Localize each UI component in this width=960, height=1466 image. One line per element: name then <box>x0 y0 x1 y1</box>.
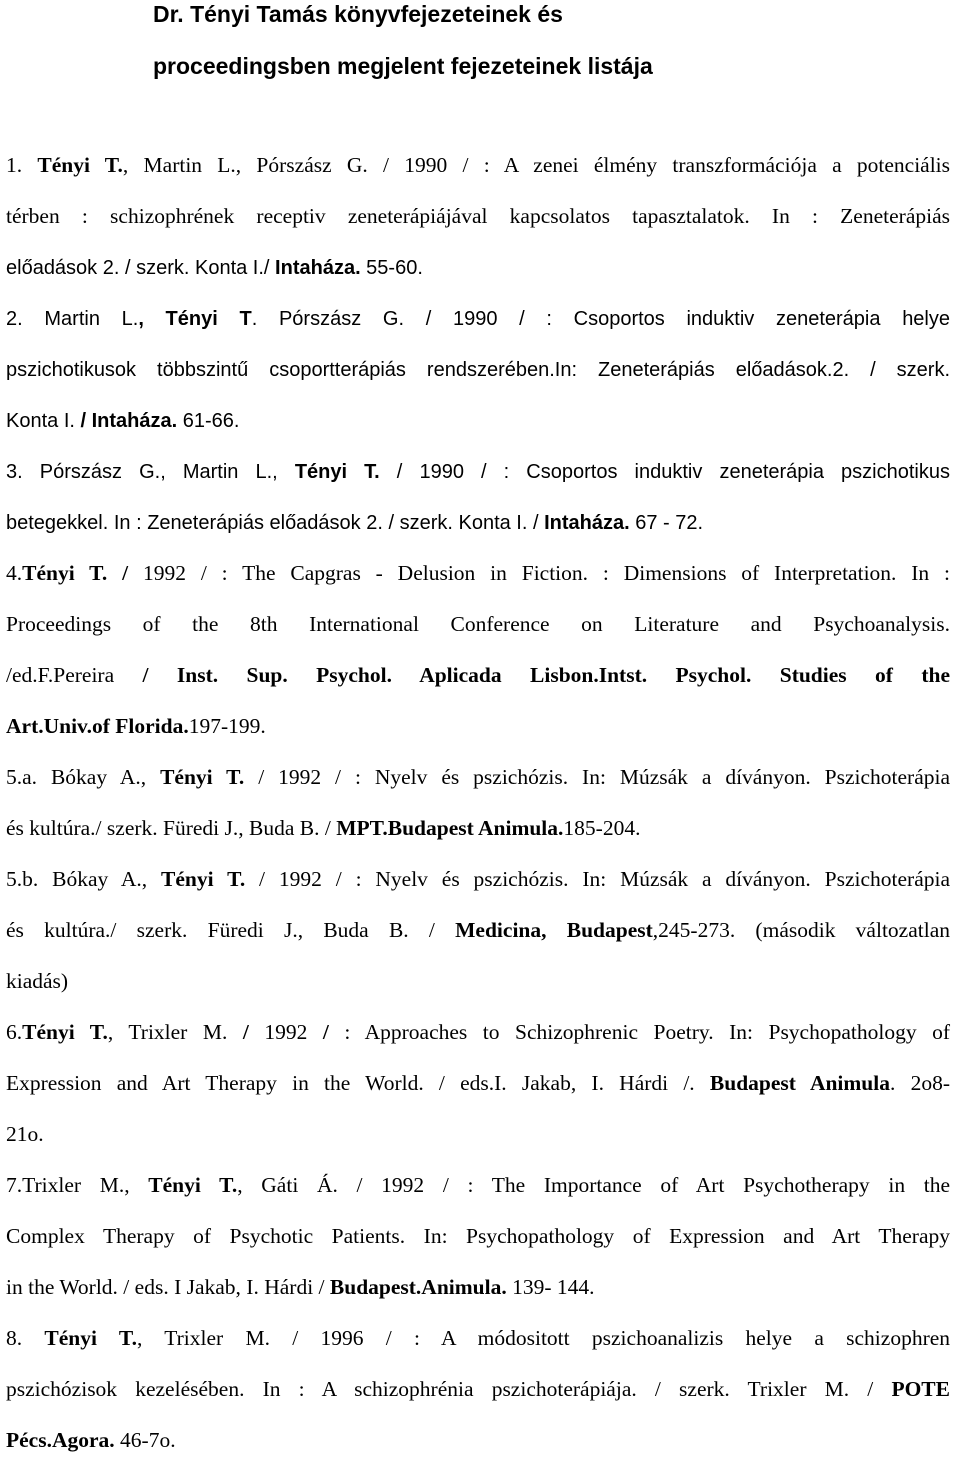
publication-entry <box>6 752 956 854</box>
entry-text: : Approaches to Schizophrenic Poetry. In: Psychopathology of <box>328 1020 950 1044</box>
bold-text: , Tényi T <box>138 308 252 330</box>
entry-text <box>107 561 122 585</box>
entry-line <box>6 191 950 242</box>
bold-text: Tényi T. <box>294 461 380 483</box>
entry-text: kiadás) <box>6 969 69 993</box>
bold-text: Art.Univ.of Florida. <box>6 714 189 738</box>
entry-line <box>6 293 950 344</box>
bold-text: Tényi T. <box>160 765 245 789</box>
bold-text: / <box>322 1020 329 1044</box>
bold-text: MPT.Budapest Animula. <box>336 816 564 840</box>
entry-line <box>6 752 950 803</box>
bold-text: Tényi T. <box>22 1020 108 1044</box>
entry-line <box>6 242 956 293</box>
entry-text: /ed.F.Pereira <box>6 663 143 687</box>
entry-text: 197-199. <box>188 714 266 738</box>
entry-text: / 1992 / : Nyelv és pszichózis. In: Múzsák a díványon. Pszichoterápia <box>244 765 951 789</box>
entry-text: betegekkel. In : Zeneterápiás előadások 2. / szerk. Konta I. / <box>6 512 545 534</box>
entry-text: 55-60. <box>360 257 423 279</box>
bold-text: / <box>242 1020 249 1044</box>
entry-text: előadások 2. / szerk. Konta I./ <box>6 257 276 279</box>
entry-text: 1. <box>6 153 38 177</box>
entry-text: / 1992 / : Nyelv és pszichózis. In: Múzsák a díványon. Pszichoterápia <box>245 867 951 891</box>
entry-text: , Trixler M. <box>107 1020 243 1044</box>
entry-text: térben : schizophrének receptiv zeneterápiájával kapcsolatos tapasztalatok. In : Zeneterápiás <box>6 204 950 228</box>
entry-text: 3. Pórszász G., Martin L., <box>6 461 295 483</box>
bold-text: / <box>122 561 129 585</box>
publication-entry <box>6 446 956 548</box>
publication-entry <box>6 1313 956 1466</box>
entry-text: 2. Martin L. <box>6 308 139 330</box>
bold-text: Tényi T. <box>37 153 123 177</box>
entry-text: ,245-273. (második változatlan <box>652 918 950 942</box>
bold-text: Tényi T. <box>161 867 246 891</box>
entry-text: , Martin L., Pórszász G. / 1990 / : A zenei élmény transzformációja a potenciális <box>122 153 951 177</box>
bold-text: Tényi T. <box>148 1173 238 1197</box>
publication-entry <box>6 140 956 293</box>
bold-text: Medicina, Budapest <box>455 918 653 942</box>
entry-line <box>6 1160 950 1211</box>
entry-line <box>6 497 956 548</box>
entry-line <box>6 1007 950 1058</box>
entry-text: 6. <box>6 1020 23 1044</box>
entry-line <box>6 1415 956 1466</box>
publication-entry <box>6 854 956 1007</box>
entry-text: 1992 / : The Capgras - Delusion in Fiction. : Dimensions of Interpretation. In : <box>128 561 951 585</box>
entry-line <box>6 905 950 956</box>
entry-text: 139- 144. <box>506 1275 595 1299</box>
entry-text: és kultúra./ szerk. Füredi J., Buda B. / <box>6 918 456 942</box>
bold-text: Intaháza. <box>275 257 361 279</box>
bold-text: / Inst. Sup. Psychol. Aplicada Lisbon.Intst. Psychol. Studies of the <box>142 663 950 687</box>
entry-text: 5.a. Bókay A., <box>6 765 161 789</box>
bold-text: Tényi T. <box>22 561 108 585</box>
bold-text: Tényi T. <box>44 1326 137 1350</box>
bold-text: POTE <box>891 1377 950 1401</box>
entry-text: 46-7o. <box>114 1428 176 1452</box>
entry-line <box>6 956 956 1007</box>
entry-line <box>6 1262 956 1313</box>
bold-text: Intaháza. <box>544 512 630 534</box>
entry-text: Proceedings of the 8th International Conference on Literature and Psychoanalysis. <box>6 612 950 636</box>
page-title-line-2: proceedingsben megjelent fejezeteinek listája <box>153 53 653 79</box>
entry-text: pszichózisok kezelésében. In : A schizophrénia pszichoterápiája. / szerk. Trixler M. / <box>6 1377 892 1401</box>
bold-text: Budapest.Animula. <box>329 1275 507 1299</box>
entry-line <box>6 140 950 191</box>
entry-text: 7.Trixler M., <box>6 1173 149 1197</box>
entry-text: . 2o8- <box>890 1071 950 1095</box>
publication-list <box>6 140 956 1466</box>
entry-text: 67 - 72. <box>629 512 704 534</box>
entry-text: pszichotikusok többszintű csoportterápiás rendszerében.In: Zeneterápiás előadások.2. / szerk. <box>6 359 950 381</box>
publication-entry <box>6 293 956 446</box>
entry-line <box>6 1313 950 1364</box>
entry-text: / 1990 / : Csoportos induktiv zeneterápia pszichotikus <box>379 461 950 483</box>
entry-text: . Pórszász G. / 1990 / : Csoportos induktiv zeneterápia helye <box>251 308 951 330</box>
publication-entry <box>6 1160 956 1313</box>
entry-text: 61-66. <box>177 410 240 432</box>
entry-line <box>6 1211 950 1262</box>
entry-text: 5.b. Bókay A., <box>6 867 162 891</box>
publication-entry <box>6 548 956 752</box>
entry-text: , Gáti Á. / 1992 / : The Importance of Art Psychotherapy in the <box>237 1173 950 1197</box>
entry-line <box>6 344 950 395</box>
entry-line <box>6 446 950 497</box>
entry-line <box>6 854 950 905</box>
entry-text: és kultúra./ szerk. Füredi J., Buda B. / <box>6 816 337 840</box>
entry-text: 8. <box>6 1326 45 1350</box>
entry-line <box>6 701 956 752</box>
entry-text: Complex Therapy of Psychotic Patients. In: Psychopathology of Expression and Art Therapy <box>6 1224 950 1248</box>
bold-text: / Intaháza. <box>80 410 178 432</box>
entry-line <box>6 548 950 599</box>
publication-entry <box>6 1007 956 1160</box>
entry-text: 4. <box>6 561 23 585</box>
bold-text: Budapest Animula <box>709 1071 890 1095</box>
entry-text: in the World. / eds. I Jakab, I. Hárdi / <box>6 1275 330 1299</box>
page-title-line-1: Dr. Tényi Tamás könyvfejezeteinek és <box>153 1 563 27</box>
entry-line <box>6 599 950 650</box>
entry-line <box>6 1058 950 1109</box>
entry-line <box>6 1109 956 1160</box>
bold-text: Pécs.Agora. <box>6 1428 115 1452</box>
entry-line <box>6 803 956 854</box>
entry-text: 21o. <box>6 1122 44 1146</box>
entry-text: Konta I. <box>6 410 81 432</box>
entry-text: Expression and Art Therapy in the World. / eds.I. Jakab, I. Hárdi /. <box>6 1071 710 1095</box>
entry-line <box>6 1364 950 1415</box>
entry-line <box>6 650 950 701</box>
entry-text: 185-204. <box>563 816 641 840</box>
entry-text: , Trixler M. / 1996 / : A módositott pszichoanalizis helye a schizophren <box>136 1326 951 1350</box>
entry-text: 1992 <box>248 1020 323 1044</box>
entry-line <box>6 395 956 446</box>
